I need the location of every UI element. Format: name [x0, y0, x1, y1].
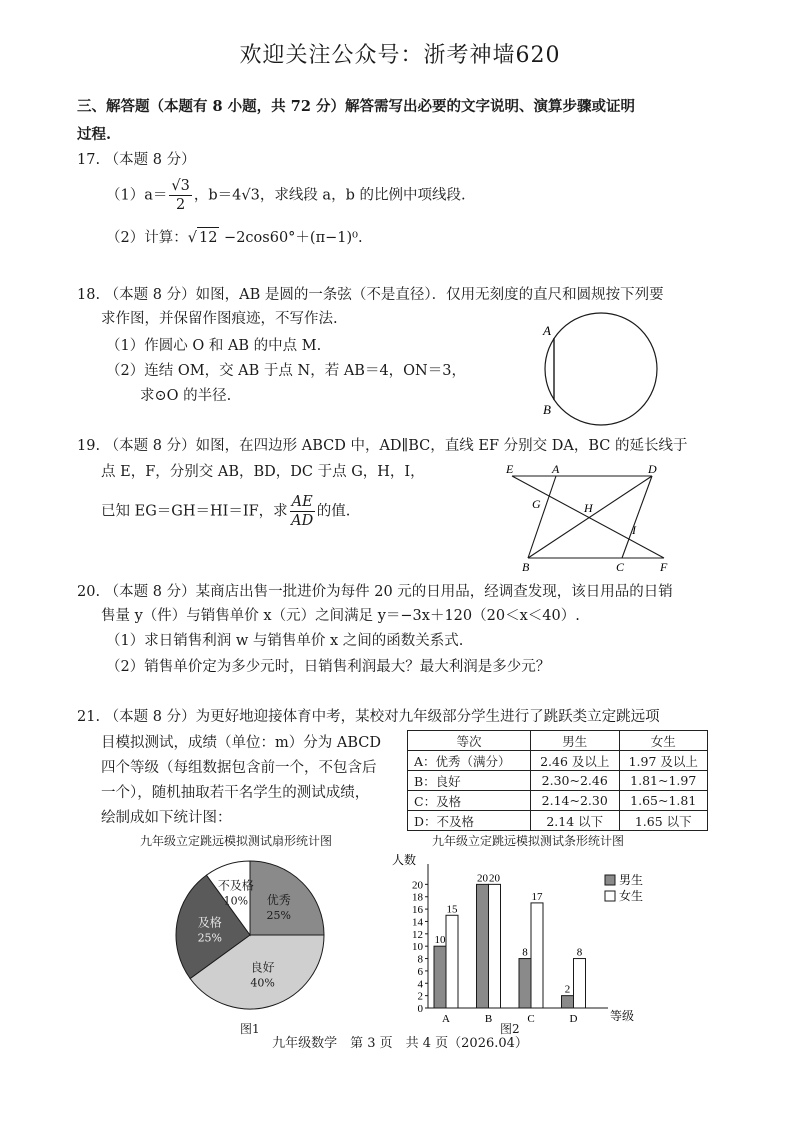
y-tick-label: 16: [412, 904, 423, 917]
pie-slice-label: 不及格: [217, 878, 254, 893]
bar-data-label: 20: [477, 872, 488, 885]
q17-fraction: [169, 177, 191, 214]
q20-line1: 20. （本题 8 分）某商店出售一批进价为每件 20 元的日用品，经调查发现，该日用品的日销: [77, 584, 673, 600]
y-axis-label: 人数: [392, 853, 417, 867]
y-tick-label: 0: [417, 1003, 423, 1015]
y-tick-label: 10: [412, 941, 423, 954]
table-header-cell: 男生: [531, 731, 620, 751]
table-header-row: [408, 731, 708, 751]
table-cell: C：及格: [408, 791, 531, 811]
table-cell: 1.81~1.97: [619, 771, 708, 791]
table-row: [408, 771, 708, 791]
table-cell: 2.14 以下: [531, 811, 620, 831]
q18-label-a: A: [543, 323, 551, 338]
pie-slice-value: 10%: [223, 894, 249, 908]
q18-line3: （1）作圆心 O 和 AB 的中点 M.: [106, 338, 322, 354]
q17-part1-suffix: ，b＝4√3，求线段 a，b 的比例中项线段.: [193, 187, 466, 204]
legend-swatch: [605, 875, 615, 885]
q17-part2: （2）计算：√ 12 −2cos60°＋(π−1)⁰.: [106, 227, 363, 248]
table-cell: 1.65~1.81: [619, 791, 708, 811]
q19-label-b: B: [522, 560, 530, 574]
table-header-cell: 等次: [408, 731, 531, 751]
table-header-cell: 女生: [619, 731, 708, 751]
q20-line3: （1）求日销售利润 w 与销售单价 x 之间的函数关系式.: [106, 633, 464, 649]
legend-label: 男生: [619, 873, 644, 887]
table-row: [408, 791, 708, 811]
q17-part2-suffix: −2cos60°＋(π−1)⁰.: [219, 230, 363, 246]
q21-line5: 绘制成如下统计图：: [101, 810, 232, 826]
table-row: [408, 751, 708, 771]
q19-frac-den: AD: [291, 513, 314, 529]
x-tick-label: B: [484, 1013, 493, 1025]
q17-head: 17. （本题 8 分）: [77, 152, 196, 168]
bar-data-label: 10: [434, 934, 446, 947]
table-row: [408, 811, 708, 831]
pie-slice-value: 25%: [266, 909, 292, 923]
table-cell: D：不及格: [408, 811, 531, 831]
y-tick-label: 18: [412, 891, 423, 904]
q19-label-c: C: [616, 560, 625, 574]
q18-label-b: B: [543, 402, 551, 417]
q18-circle-figure: [535, 308, 675, 430]
q19-frac-num: AE: [291, 494, 313, 510]
table-cell: 2.46 及以上: [531, 751, 620, 771]
q19-line2: 点 E，F，分别交 AB，BD，DC 于点 G，H，I，: [101, 464, 425, 480]
figure2-caption: 图2: [500, 1022, 520, 1036]
q17-frac-num: √3: [171, 178, 190, 194]
section-title-line1: 三、解答题（本题有 8 小题，共 72 分）解答需写出必要的文字说明、演算步骤或证明: [77, 98, 635, 115]
bar-data-label: 8: [522, 946, 528, 959]
q19-label-h: H: [584, 501, 593, 515]
q18-line1: 18. （本题 8 分）如图，AB 是圆的一条弦（不是直径）．仅用无刻度的直尺和圆规按下列要: [77, 287, 664, 303]
q19-line3-suffix: 的值.: [316, 503, 351, 520]
y-tick-label: 20: [412, 879, 423, 892]
pie-chart: [170, 855, 330, 1015]
q18-line2: 求作图，并保留作图痕迹，不写作法.: [101, 311, 338, 327]
x-axis-label: 等级: [610, 1009, 635, 1023]
q19-line-bd: [528, 476, 652, 558]
q19-line-dc: [622, 476, 652, 558]
q18-line5: 求⊙O 的半径.: [140, 388, 232, 404]
q21-line1: 21. （本题 8 分）为更好地迎接体育中考，某校对九年级部分学生进行了跳跃类立定跳远项: [77, 709, 660, 725]
q18-circle: [545, 313, 657, 425]
q18-line4: （2）连结 OM，交 AB 于点 N，若 AB＝4，ON＝3，: [106, 363, 466, 379]
bar: [531, 903, 543, 1008]
q19-label-d: D: [648, 462, 657, 476]
q19-label-i: I: [632, 523, 636, 537]
q21-line4: 一个），随机抽取若干名学生的测试成绩，: [101, 785, 370, 801]
bar-data-label: 17: [531, 890, 543, 903]
y-tick-label: 12: [412, 928, 423, 941]
bar-data-label: 15: [446, 903, 458, 916]
page-banner: 欢迎关注公众号：浙考神墙620: [239, 43, 561, 68]
q20-line2: 售量 y（件）与销售单价 x（元）之间满足 y＝−3x＋120（20＜x＜40）.: [101, 608, 580, 624]
q17-part1: [106, 177, 466, 214]
bar: [446, 915, 458, 1008]
q21-line2: 目模拟测试，成绩（单位：m）分为 ABCD: [101, 735, 381, 751]
page-footer: 九年级数学 第 3 页 共 4 页（2026.04）: [272, 1036, 528, 1051]
y-tick-label: 2: [417, 990, 423, 1003]
bar-data-label: 20: [489, 872, 500, 885]
q19-line-ef: [512, 476, 664, 558]
q19-label-e: E: [506, 462, 514, 476]
bar-data-label: 8: [576, 946, 583, 959]
q21-grade-table: [407, 730, 708, 831]
table-cell: A：优秀（满分）: [408, 751, 531, 771]
bar: [519, 959, 531, 1008]
pie-slice-label: 良好: [250, 960, 275, 975]
bar-chart: [390, 850, 650, 1028]
y-tick-label: 8: [417, 953, 423, 966]
q17-sqrt: 12: [197, 227, 219, 248]
pie-slice-value: 40%: [250, 976, 275, 990]
pie-chart-title: 九年级立定跳远模拟测试扇形统计图: [140, 834, 333, 848]
q19-line3: [101, 493, 350, 530]
figure1-caption: 图1: [240, 1022, 260, 1036]
legend-swatch: [605, 891, 615, 901]
bar-chart-title: 九年级立定跳远模拟测试条形统计图: [432, 834, 625, 848]
x-tick-label: D: [569, 1013, 578, 1025]
y-tick-label: 6: [417, 965, 423, 978]
q17-part2-prefix: （2）计算：: [106, 230, 188, 246]
table-cell: 2.14~2.30: [531, 791, 620, 811]
bar: [434, 946, 446, 1008]
table-cell: 1.65 以下: [619, 811, 708, 831]
section-title-line2: 过程.: [77, 126, 112, 143]
q19-line1: 19. （本题 8 分）如图，在四边形 ABCD 中，AD∥BC，直线 EF 分别交 DA，BC 的延长线于: [77, 438, 688, 454]
pie-slice-label: 及格: [197, 915, 222, 930]
table-cell: 1.97 及以上: [619, 751, 708, 771]
legend-label: 女生: [619, 889, 644, 903]
x-tick-label: C: [527, 1013, 535, 1025]
pie-slice-value: 25%: [197, 931, 223, 945]
q20-line4: （2）销售单价定为多少元时，日销售利润最大？最大利润是多少元？: [106, 659, 551, 675]
bar-data-label: 2: [564, 983, 571, 996]
q19-label-f: F: [660, 560, 668, 574]
q19-label-g: G: [532, 497, 541, 511]
y-tick-label: 14: [412, 916, 423, 929]
bar: [562, 996, 574, 1008]
q19-fraction: [290, 493, 315, 530]
q17-frac-den: 2: [175, 197, 186, 213]
pie-slice-label: 优秀: [266, 893, 291, 908]
y-tick-label: 4: [417, 978, 423, 991]
bar: [489, 884, 501, 1008]
table-cell: B：良好: [408, 771, 531, 791]
q21-line3: 四个等级（每组数据包含前一个，不包含后: [101, 760, 377, 776]
q17-part1-prefix: （1）a＝: [106, 187, 168, 204]
q19-label-a: A: [552, 462, 560, 476]
bar: [477, 884, 489, 1008]
table-cell: 2.30~2.46: [531, 771, 620, 791]
x-tick-label: A: [442, 1013, 450, 1025]
q19-quadrilateral-figure: [500, 462, 680, 574]
bar: [574, 959, 586, 1008]
q19-line-ab: [528, 476, 556, 558]
q19-line3-prefix: 已知 EG＝GH＝HI＝IF，求: [101, 503, 288, 520]
